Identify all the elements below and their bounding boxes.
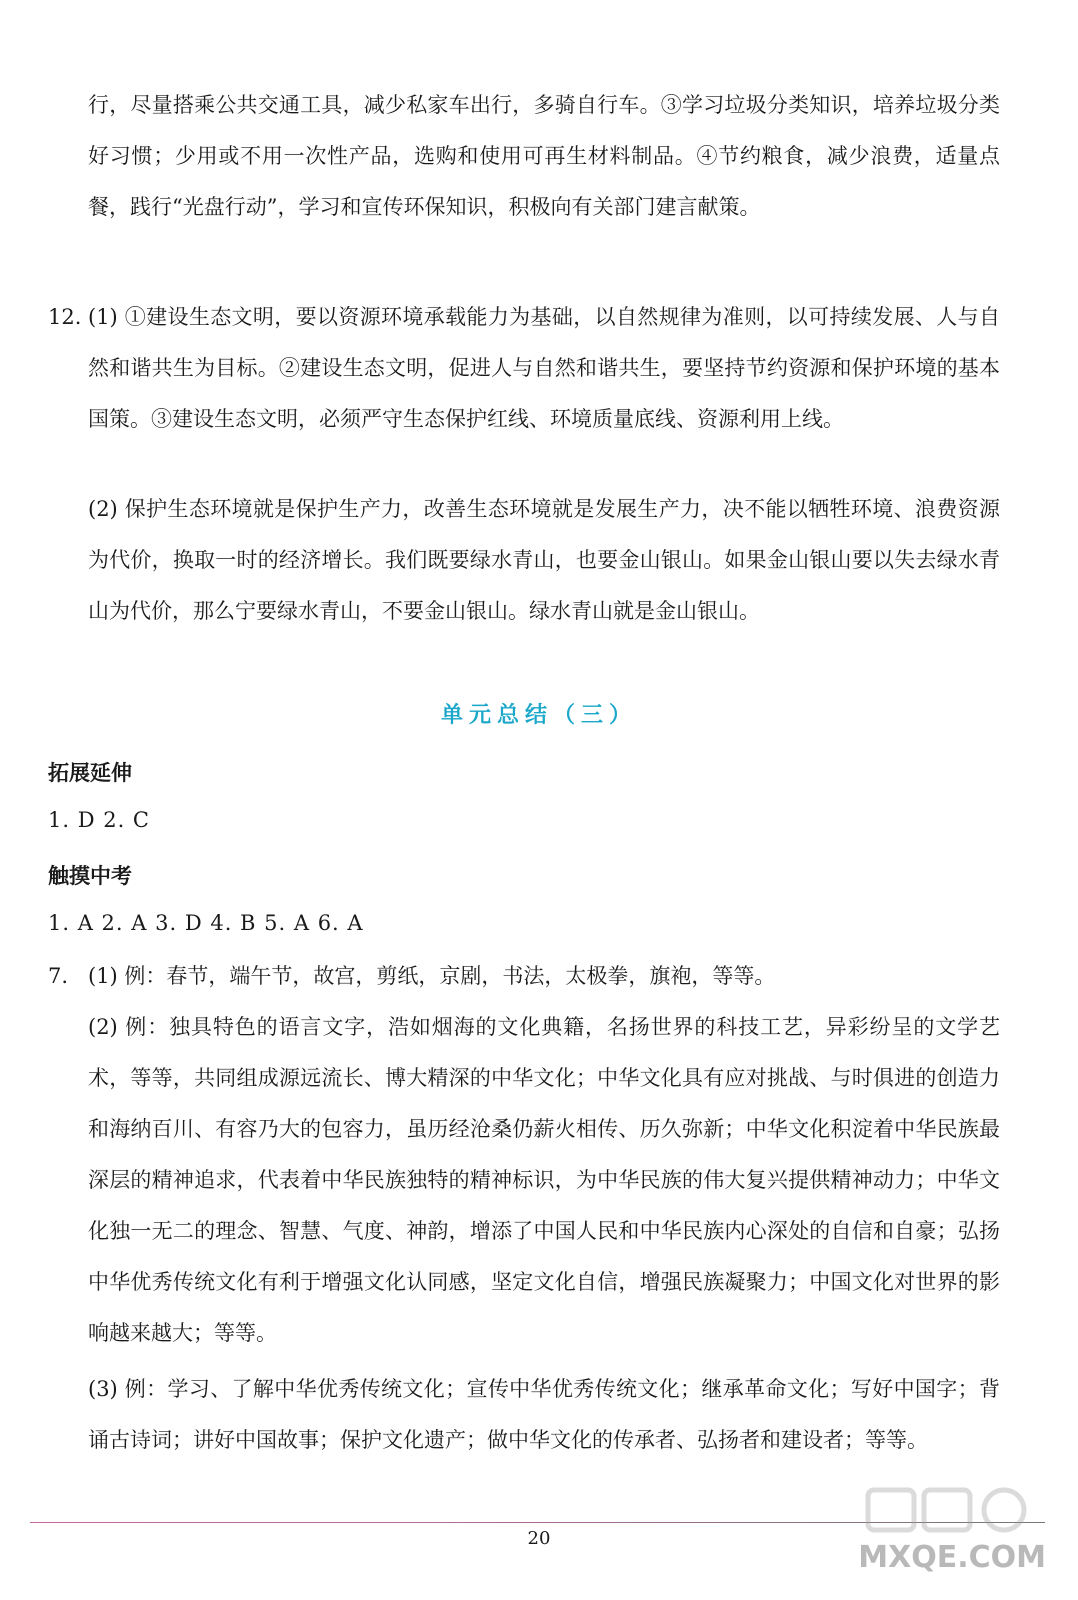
section-heading-exam: 触摸中考 [48,864,132,888]
question-12-number: 12. [48,305,82,329]
page-number: 20 [527,1528,551,1549]
question-7-number: 7. [48,964,69,988]
question-7-part-1: (1) 例：春节，端午节，故宫，剪纸，京剧，书法，太极拳，旗袍，等等。 [88,964,776,988]
question-7-part-2: (2) 例：独具特色的语言文字，浩如烟海的文化典籍，名扬世界的科技工艺，异彩纷呈的文学艺术，等等，共同组成源远流长、博大精深的中华文化；中华文化具有应对挑战、与时俱进的创造力和海纳百川、有容乃大的包容力，虽历经沧桑仍薪火相传、历久弥新；中华文化积淀着中华民族最深层的精神追求，代表着中华民族独特的精神标识，为中华民族的伟大复兴提供精神动力；中华文化独一无二的理念、智慧、气度、神韵，增添了中国人民和中华民族内心深处的自信和自豪；弘扬中华优秀传统文化有利于增强文化认同感，坚定文化自信，增强民族凝聚力；中国文化对世界的影响越来越大；等等。 [88,1015,1000,1345]
question-12-part-2: (2) 保护生态环境就是保护生产力，改善生态环境就是发展生产力，决不能以牺牲环境、浪费资源为代价，换取一时的经济增长。我们既要绿水青山，也要金山银山。如果金山银山要以失去绿水青山为代价，那么宁要绿水青山，不要金山银山。绿水青山就是金山银山。 [88,497,1000,623]
extension-answers: 1. D 2. C [48,808,151,832]
section-heading-extension: 拓展延伸 [48,761,132,785]
continuation-paragraph: 行，尽量搭乘公共交通工具，减少私家车出行，多骑自行车。③学习垃圾分类知识，培养垃圾分类好习惯；少用或不用一次性产品，选购和使用可再生材料制品。④节约粮食，减少浪费，适量点餐，践行“光盘行动”，学习和宣传环保知识，积极向有关部门建言献策。 [88,93,1000,219]
question-12-part-1: (1) ①建设生态文明，要以资源环境承载能力为基础，以自然规律为准则，以可持续发展、人与自然和谐共生为目标。②建设生态文明，促进人与自然和谐共生，要坚持节约资源和保护环境的基本国策。③建设生态文明，必须严守生态保护红线、环境质量底线、资源利用上线。 [88,305,1000,431]
question-7-part-3: (3) 例：学习、了解中华优秀传统文化；宣传中华优秀传统文化；继承革命文化；写好中国字；背诵古诗词；讲好中国故事；保护文化遗产；做中华文化的传承者、弘扬者和建设者；等等。 [88,1377,1000,1452]
exam-answers: 1. A 2. A 3. D 4. B 5. A 6. A [48,911,364,935]
watermark-text: MXQE.COM [858,1540,1046,1575]
unit-summary-title: 单元总结（三） [440,703,637,728]
